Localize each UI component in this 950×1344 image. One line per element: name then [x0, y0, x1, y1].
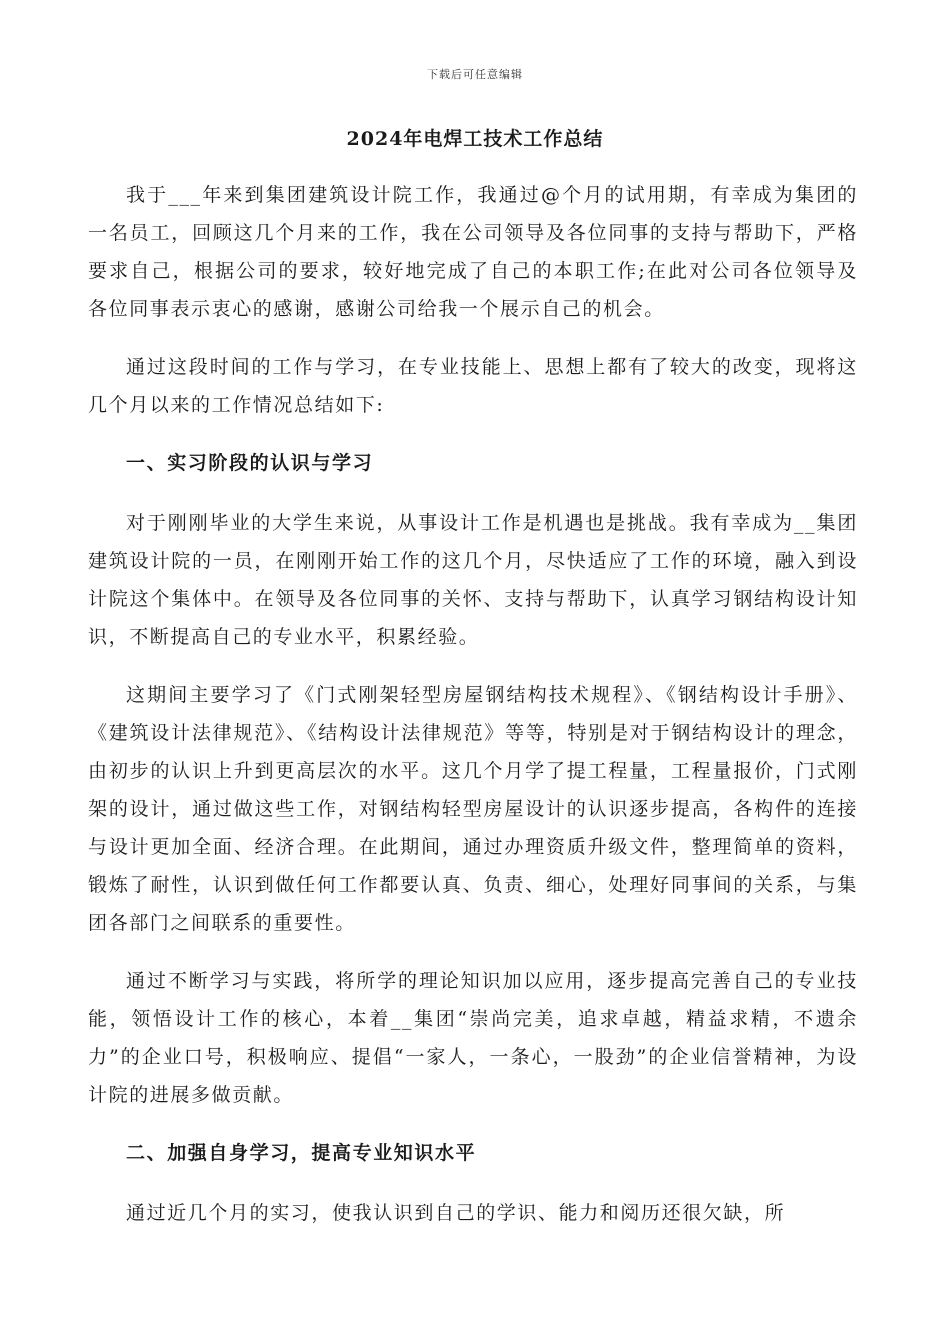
paragraph-study: 这期间主要学习了《门式刚架轻型房屋钢结构技术规程》、《钢结构设计手册》、《建筑设计法律规范》、《结构设计法律规范》等等，特别是对于钢结构设计的理念，由初步的认识上升到更高层次的水平。这几个月学了提工程量，工程量报价，门式刚架的设计，通过做这些工作，对钢结构轻型房屋设计的认识逐步提高，各构件的连接与设计更加全面、经济合理。在此期间，通过办理资质升级文件，整理简单的资料，锻炼了耐性，认识到做任何工作都要认真、负责、细心，处理好同事间的关系，与集团各部门之间联系的重要性。	[88, 684, 858, 934]
section-heading-1: 一、实习阶段的认识与学习	[126, 452, 374, 474]
document-body	[88, 176, 858, 1252]
header-note: 下载后可任意编辑	[427, 68, 523, 81]
paragraph-internship: 对于刚刚毕业的大学生来说，从事设计工作是机遇也是挑战。我有幸成为__集团建筑设计院的一员，在刚刚开始工作的这几个月，尽快适应了工作的环境，融入到设计院这个集体中。在领导及各位同事的关怀、支持与帮助下，认真学习钢结构设计知识，不断提高自己的专业水平，积累经验。	[88, 512, 858, 648]
paragraph-intro: 我于___年来到集团建筑设计院工作，我通过@个月的试用期，有幸成为集团的一名员工，回顾这几个月来的工作，我在公司领导及各位同事的支持与帮助下，严格要求自己，根据公司的要求，较好地完成了自己的本职工作;在此对公司各位领导及各位同事表示衷心的感谢，感谢公司给我一个展示自己的机会。	[88, 184, 858, 320]
paragraph-practice: 通过不断学习与实践，将所学的理论知识加以应用，逐步提高完善自己的专业技能，领悟设计工作的核心，本着__集团“崇尚完美，追求卓越，精益求精，不遗余力”的企业口号，积极响应、提倡“一家人，一条心，一股劲”的企业信誉精神，为设计院的进展多做贡献。	[88, 970, 858, 1106]
paragraph-self-study: 通过近几个月的实习，使我认识到自己的学识、能力和阅历还很欠缺，所	[126, 1202, 786, 1224]
section-heading-2: 二、加强自身学习，提高专业知识水平	[126, 1142, 477, 1164]
paragraph-summary-lead: 通过这段时间的工作与学习，在专业技能上、思想上都有了较大的改变，现将这几个月以来的工作情况总结如下:	[88, 356, 858, 416]
page-title: 2024年电焊工技术工作总结	[346, 128, 604, 150]
